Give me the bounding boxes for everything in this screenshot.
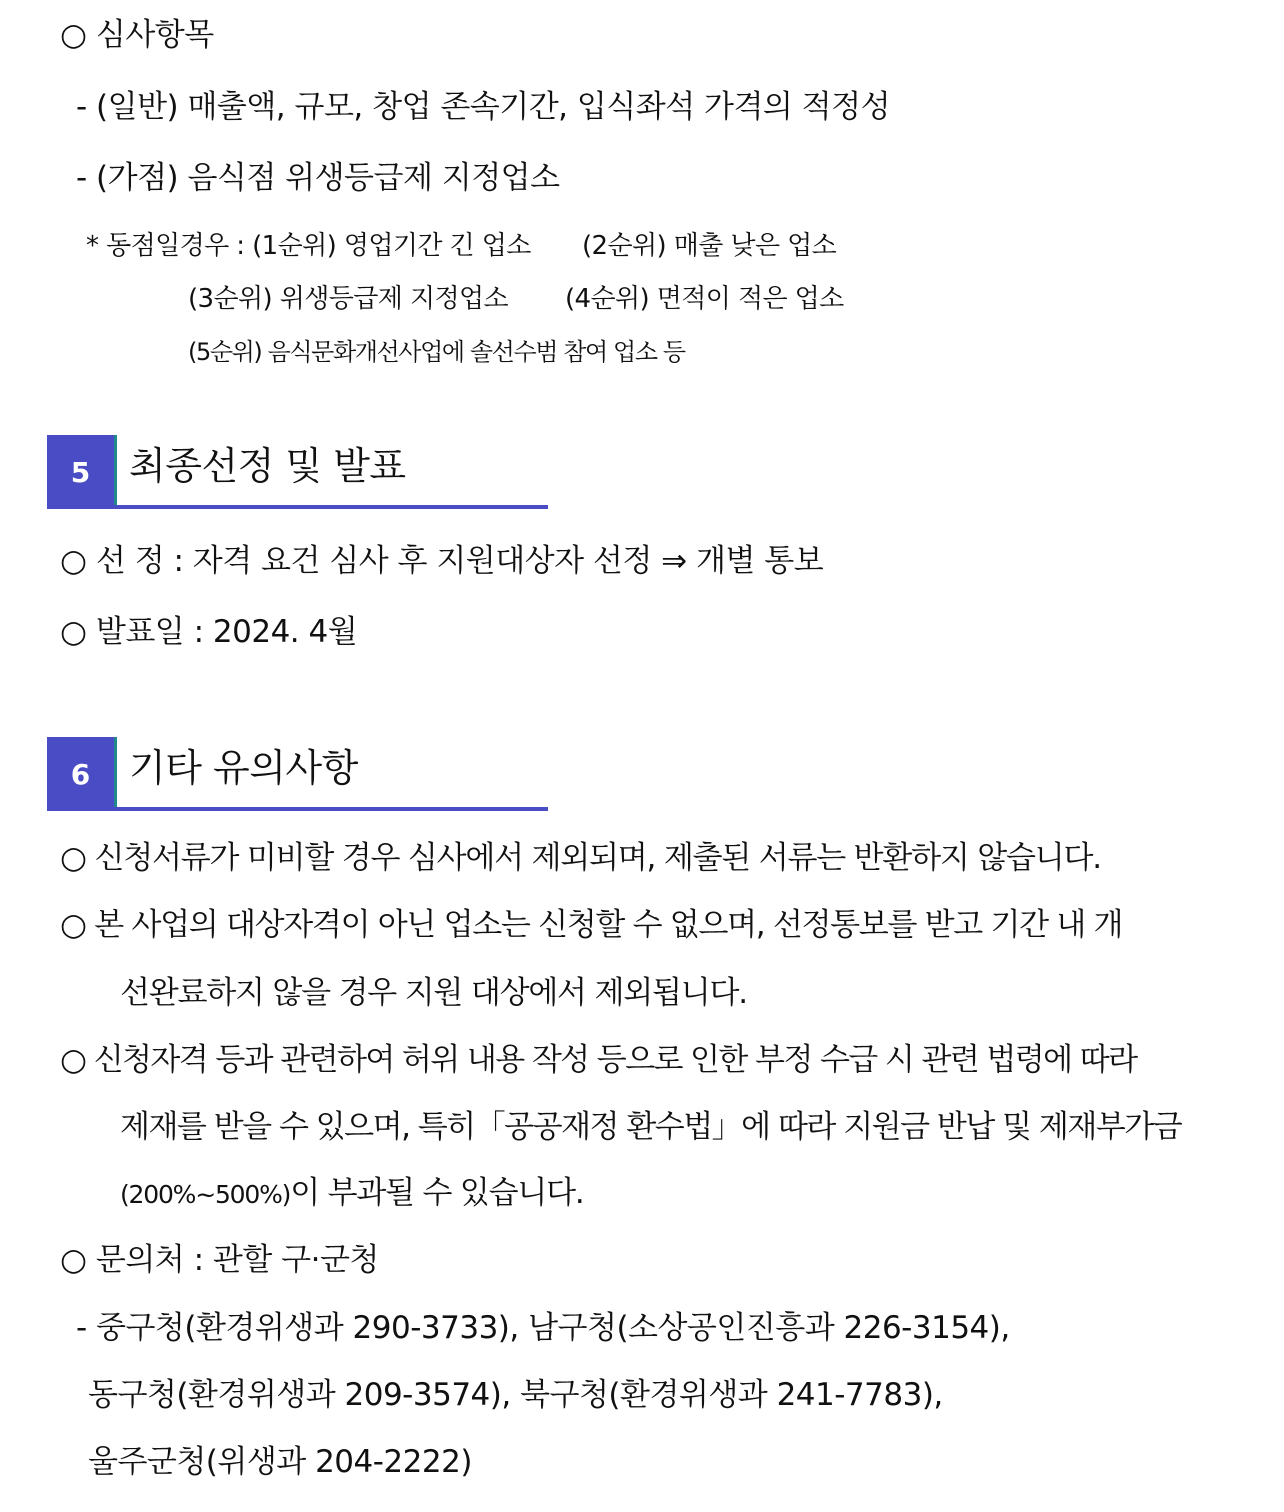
note-fraud-line-3 — [120, 1175, 584, 1211]
note-fraud-line-3-text: 이 부과될 수 있습니다. — [290, 1175, 584, 1211]
note-incomplete-documents: ○ 신청서류가 미비할 경우 심사에서 제외되며, 제출된 서류는 반환하지 않습니다. — [60, 840, 1101, 876]
review-items-heading: ○ 심사항목 — [60, 17, 214, 53]
section-5-number: 5 — [47, 435, 114, 509]
tie-break-rank-3: (3순위) 위생등급제 지정업소 — [188, 284, 509, 314]
tie-break-rank-2: (2순위) 매출 낮은 업소 — [582, 231, 837, 261]
section-5-title: 최종선정 및 발표 — [129, 444, 406, 488]
note-fraud-line-1: ○ 신청자격 등과 관련하여 허위 내용 작성 등으로 인한 부정 수급 시 관련 법령에 따라 — [60, 1042, 1137, 1078]
contact-line-2: 동구청(환경위생과 209-3574), 북구청(환경위생과 241-7783), — [88, 1377, 943, 1413]
tie-break-intro: * 동점일경우 : (1순위) 영업기간 긴 업소 — [86, 231, 531, 261]
tie-break-rank-5: (5순위) 음식문화개선사업에 솔선수범 참여 업소 등 — [188, 338, 685, 366]
note-fraud-line-2: 제재를 받을 수 있으며, 특히「공공재정 환수법」에 따라 지원금 반납 및 제재부가금 — [120, 1109, 1182, 1145]
note-eligibility-line-1: ○ 본 사업의 대상자격이 아닌 업소는 신청할 수 없으며, 선정통보를 받고 기간 내 개 — [60, 907, 1123, 943]
section-5-number-edge — [114, 435, 117, 509]
section-6-underline — [47, 807, 548, 811]
review-bonus-criteria: - (가점) 음식점 위생등급제 지정업소 — [76, 160, 560, 196]
review-general-criteria: - (일반) 매출액, 규모, 창업 존속기간, 입식좌석 가격의 적정성 — [76, 89, 891, 125]
contact-line-3: 울주군청(위생과 204-2222) — [88, 1444, 472, 1480]
section-5-underline — [47, 505, 548, 509]
contact-heading: ○ 문의처 : 관할 구·군청 — [60, 1242, 379, 1278]
note-eligibility-line-2: 선완료하지 않을 경우 지원 대상에서 제외됩니다. — [120, 975, 747, 1011]
section-6-number: 6 — [47, 737, 114, 811]
contact-line-1: - 중구청(환경위생과 290-3733), 남구청(소상공인진흥과 226-3154), — [76, 1310, 1010, 1346]
penalty-percentage-range: (200%~500%) — [120, 1180, 291, 1209]
section-5-header — [47, 435, 548, 509]
announcement-date-line: ○ 발표일 : 2024. 4월 — [60, 614, 358, 650]
section-6-number-edge — [114, 737, 117, 811]
tie-break-rank-4: (4순위) 면적이 적은 업소 — [565, 284, 844, 314]
selection-line: ○ 선 정 : 자격 요건 심사 후 지원대상자 선정 ⇒ 개별 통보 — [60, 543, 824, 579]
section-6-header — [47, 737, 548, 811]
section-6-title: 기타 유의사항 — [129, 746, 358, 790]
